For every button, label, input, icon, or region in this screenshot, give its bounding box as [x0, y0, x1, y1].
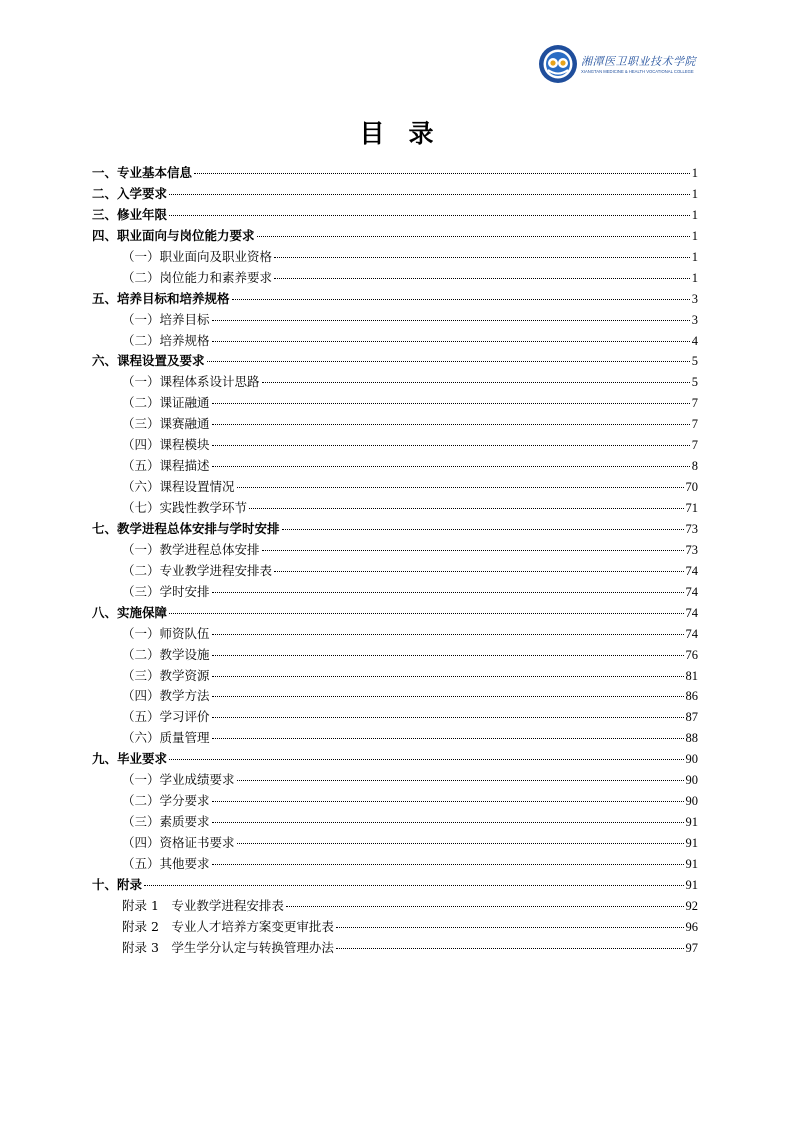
toc-entry-label: （二）学分要求 [122, 793, 210, 809]
toc-entry-page: 90 [685, 752, 698, 767]
toc-entry[interactable] [92, 561, 698, 582]
toc-entry[interactable] [92, 582, 698, 603]
toc-entry-label: 七、教学进程总体安排与学时安排 [92, 520, 280, 536]
toc-entry-label: （三）教学资源 [122, 667, 210, 683]
toc-entry-label: （三）素质要求 [122, 814, 210, 830]
toc-leader-dots [274, 257, 690, 258]
toc-entry-page: 73 [685, 542, 698, 557]
college-logo [538, 44, 708, 88]
toc-entry-label: （三）课赛融通 [122, 416, 210, 432]
toc-entry-page: 73 [685, 521, 698, 536]
toc-leader-dots [274, 571, 683, 572]
toc-leader-dots [169, 194, 690, 195]
toc-entry-page: 97 [685, 940, 698, 955]
toc-leader-dots [282, 529, 684, 530]
toc-entry-label: （三）学时安排 [122, 583, 210, 599]
toc-leader-dots [212, 341, 690, 342]
toc-leader-dots [232, 299, 690, 300]
toc-leader-dots [212, 655, 684, 656]
toc-entry-label: 一、专业基本信息 [92, 165, 193, 180]
toc-leader-dots [212, 634, 684, 635]
toc-leader-dots [286, 906, 684, 907]
toc-leader-dots [212, 676, 684, 677]
toc-entry-label: （七）实践性教学环节 [122, 500, 248, 515]
toc-entry-page: 1 [691, 186, 698, 201]
toc-entry[interactable] [92, 310, 698, 331]
toc-leader-dots [212, 717, 684, 718]
toc-leader-dots [336, 948, 684, 949]
toc-entry-label: （一）教学进程总体安排 [122, 541, 260, 557]
toc-entry-label: 附录 3 学生学分认定与转换管理办法 [122, 939, 334, 955]
toc-entry-label: （六）质量管理 [122, 730, 210, 746]
toc-leader-dots [169, 215, 690, 216]
table-of-contents [92, 163, 698, 959]
toc-entry-label: （一）职业面向及职业资格 [122, 248, 273, 264]
toc-entry[interactable] [92, 456, 698, 477]
toc-leader-dots [212, 592, 684, 593]
toc-leader-dots [262, 550, 684, 551]
toc-leader-dots [144, 885, 683, 886]
college-seal-icon [538, 44, 578, 84]
toc-entry-label: （二）培养规格 [122, 332, 210, 348]
toc-entry[interactable] [92, 749, 698, 770]
toc-entry[interactable] [92, 812, 698, 833]
toc-entry[interactable] [92, 666, 698, 687]
toc-entry[interactable] [92, 603, 698, 624]
toc-entry[interactable] [92, 686, 698, 707]
toc-leader-dots [212, 320, 690, 321]
toc-entry[interactable] [92, 247, 698, 268]
toc-entry[interactable] [92, 645, 698, 666]
toc-entry-label: （四）资格证书要求 [122, 835, 235, 850]
toc-entry-page: 3 [691, 312, 698, 327]
toc-leader-dots [274, 278, 690, 279]
toc-entry-label: 五、培养目标和培养规格 [92, 290, 230, 306]
toc-entry[interactable] [92, 205, 698, 226]
toc-entry-page: 88 [685, 731, 698, 746]
toc-leader-dots [207, 361, 690, 362]
toc-entry[interactable] [92, 414, 698, 435]
toc-leader-dots [212, 696, 684, 697]
toc-entry-label: （一）师资队伍 [122, 625, 210, 641]
toc-entry[interactable] [92, 498, 698, 519]
toc-entry[interactable] [92, 435, 698, 456]
toc-entry-page: 7 [691, 417, 698, 432]
toc-entry[interactable] [92, 938, 698, 959]
toc-entry[interactable] [92, 540, 698, 561]
toc-entry-page: 5 [691, 375, 698, 390]
toc-entry[interactable] [92, 624, 698, 645]
toc-entry[interactable] [92, 372, 698, 393]
toc-leader-dots [237, 843, 684, 844]
toc-entry-page: 74 [685, 626, 698, 641]
toc-entry-page: 90 [685, 773, 698, 788]
toc-leader-dots [169, 759, 683, 760]
toc-leader-dots [249, 508, 683, 509]
toc-entry[interactable] [92, 875, 698, 896]
toc-leader-dots [212, 738, 684, 739]
toc-entry[interactable] [92, 163, 698, 184]
toc-entry-label: 二、入学要求 [92, 185, 168, 201]
toc-entry-page: 87 [685, 710, 698, 725]
toc-entry-label: （五）其他要求 [122, 855, 210, 871]
toc-entry[interactable] [92, 351, 698, 372]
toc-entry-page: 92 [685, 898, 698, 913]
toc-entry-page: 90 [685, 794, 698, 809]
toc-entry[interactable] [92, 917, 698, 938]
toc-entry-label: （一）培养目标 [122, 311, 210, 327]
toc-entry-page: 7 [691, 396, 698, 411]
toc-leader-dots [169, 613, 683, 614]
toc-entry[interactable] [92, 770, 698, 791]
toc-leader-dots [212, 403, 690, 404]
toc-entry-page: 74 [685, 584, 698, 599]
toc-leader-dots [257, 236, 690, 237]
toc-leader-dots [212, 801, 684, 802]
toc-entry[interactable] [92, 331, 698, 352]
toc-entry-label: 四、职业面向与岗位能力要求 [92, 227, 255, 243]
toc-leader-dots [212, 864, 684, 865]
toc-entry-page: 76 [685, 647, 698, 662]
toc-entry[interactable] [92, 854, 698, 875]
toc-entry[interactable] [92, 477, 698, 498]
toc-entry-label: 六、课程设置及要求 [92, 353, 205, 369]
toc-leader-dots [212, 466, 690, 467]
toc-entry-page: 91 [685, 836, 698, 850]
toc-entry-label: 九、毕业要求 [92, 751, 168, 767]
toc-entry-label: 附录 1 专业教学进程安排表 [122, 897, 284, 913]
toc-entry-page: 7 [691, 438, 698, 453]
toc-entry-label: （二）岗位能力和素养要求 [122, 269, 273, 285]
toc-entry-label: 三、修业年限 [92, 206, 168, 222]
toc-entry[interactable] [92, 289, 698, 310]
toc-entry-page: 91 [685, 856, 698, 871]
toc-leader-dots [212, 424, 690, 425]
toc-entry[interactable] [92, 707, 698, 728]
toc-leader-dots [212, 445, 690, 446]
toc-entry[interactable] [92, 896, 698, 917]
toc-entry-page: 3 [691, 291, 698, 306]
toc-entry-page: 91 [685, 877, 698, 892]
toc-entry-label: （四）教学方法 [122, 688, 210, 704]
college-name-cn: 湘潭医卫职业技术学院 [581, 55, 696, 68]
toc-entry-page: 1 [691, 228, 698, 243]
college-name-en: XIANGTAN MEDICINE & HEALTH VOCATIONAL COLLEGE [581, 69, 694, 74]
page-title: 目录 [359, 119, 458, 148]
toc-leader-dots [262, 382, 690, 383]
toc-entry[interactable] [92, 519, 698, 540]
toc-entry-page: 1 [691, 207, 698, 222]
toc-leader-dots [237, 780, 684, 781]
toc-leader-dots [336, 927, 684, 928]
toc-entry-label: 十、附录 [92, 876, 143, 892]
toc-entry-page: 81 [685, 668, 698, 683]
toc-entry-page: 1 [691, 166, 698, 180]
toc-entry-label: （一）课程体系设计思路 [122, 374, 260, 390]
toc-entry-label: 附录 2 专业人才培养方案变更审批表 [122, 918, 334, 934]
toc-entry-label: （二）专业教学进程安排表 [122, 562, 273, 578]
toc-entry-label: （五）课程描述 [122, 458, 210, 474]
toc-entry-page: 71 [685, 501, 698, 515]
toc-entry[interactable] [92, 393, 698, 414]
toc-entry-label: （五）学习评价 [122, 709, 210, 725]
toc-entry-label: （二）课证融通 [122, 395, 210, 411]
toc-entry[interactable] [92, 833, 698, 854]
toc-entry[interactable] [92, 268, 698, 289]
toc-entry[interactable] [92, 728, 698, 749]
toc-leader-dots [194, 173, 690, 174]
toc-entry-label: （二）教学设施 [122, 646, 210, 662]
toc-entry-page: 86 [685, 689, 698, 704]
toc-leader-dots [237, 487, 684, 488]
toc-entry-label: （四）课程模块 [122, 437, 210, 453]
toc-entry-page: 4 [691, 333, 698, 348]
toc-entry-page: 70 [685, 480, 698, 495]
toc-entry-page: 1 [691, 249, 698, 264]
toc-entry-label: （六）课程设置情况 [122, 479, 235, 495]
toc-entry-page: 5 [691, 354, 698, 369]
toc-entry-label: （一）学业成绩要求 [122, 772, 235, 788]
toc-entry-page: 8 [691, 459, 698, 474]
toc-entry[interactable] [92, 184, 698, 205]
toc-entry-page: 96 [685, 919, 698, 934]
toc-entry-label: 八、实施保障 [92, 604, 168, 620]
toc-entry[interactable] [92, 791, 698, 812]
toc-leader-dots [212, 822, 684, 823]
toc-entry[interactable] [92, 226, 698, 247]
toc-entry-page: 1 [691, 270, 698, 285]
toc-entry-page: 91 [685, 815, 698, 830]
toc-entry-page: 74 [685, 563, 698, 578]
toc-entry-page: 74 [685, 605, 698, 620]
